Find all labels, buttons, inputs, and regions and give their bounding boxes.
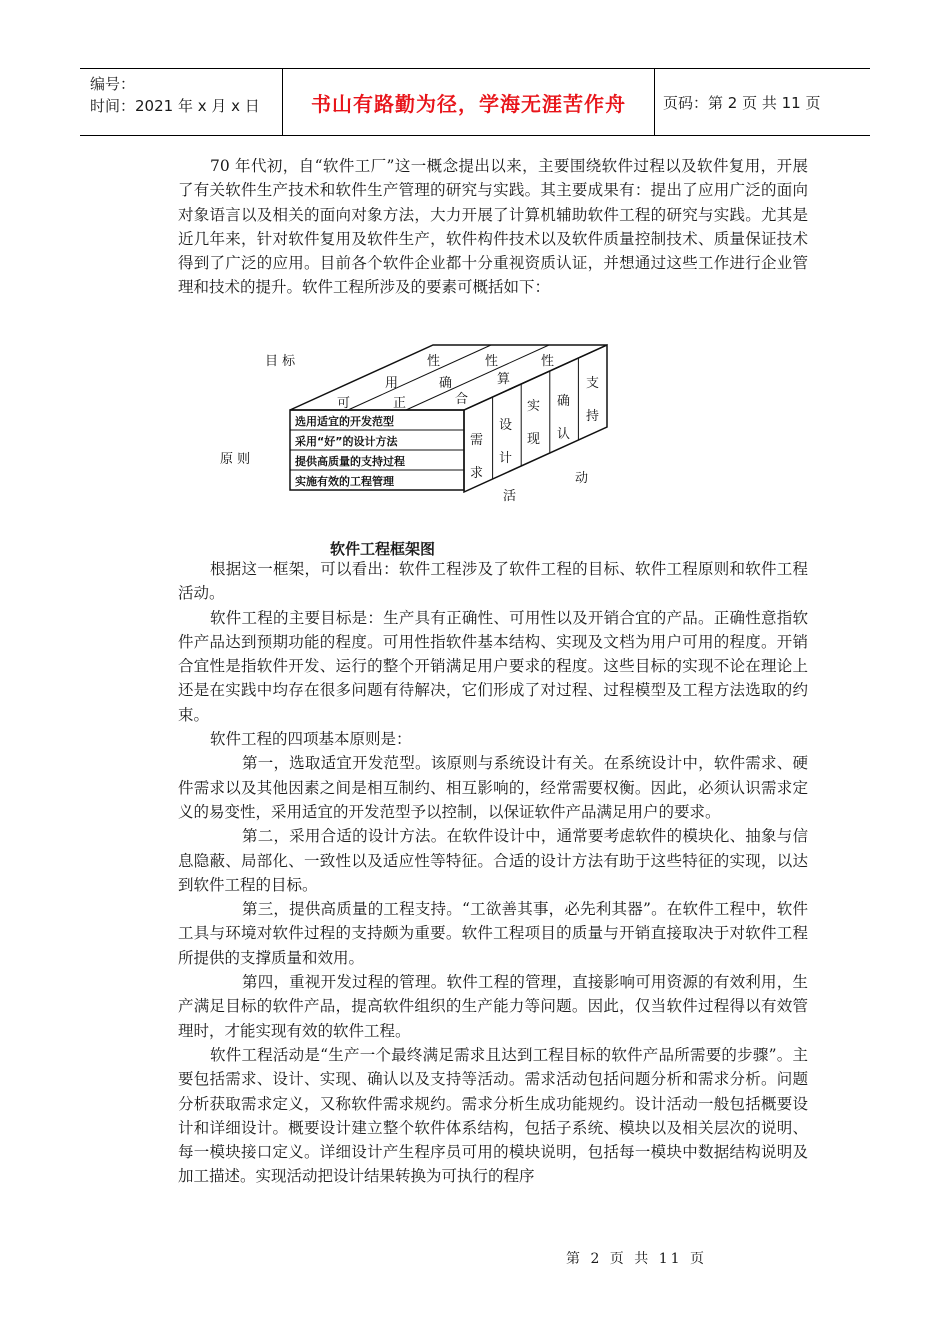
- activity-implement-2: 现: [527, 432, 541, 447]
- paragraph: 第四，重视开发过程的管理。软件工程的管理，直接影响可用资源的有效利用，生产满足目标的软件产品，提高软件组织的生产能力等问题。因此，仅当软件过程得以有效管理时，才能实现有效的软件工程。: [178, 973, 808, 1040]
- framework-diagram: [215, 337, 615, 512]
- paragraph: 软件工程的主要目标是：生产具有正确性、可用性以及开销合宜的产品。正确性意指软件产品达到预期功能的程度。可用性指软件基本结构、实现及文档为用户可用的程度。开销合宜性是指软件开发、运行的整个开销满足用户要求的程度。这些目标的实现不论在理论上还是在实践中均存在很多问题有待解决，它们形成了对过程、过程模型及工程方法选取的约束。: [178, 608, 808, 724]
- body-section: [178, 557, 808, 1189]
- header-motto: 书山有路勤为径，学海无涯苦作舟: [282, 69, 655, 135]
- principle-4: 实施有效的工程管理: [295, 475, 394, 488]
- svg-text:用: 用: [385, 376, 399, 391]
- intro-section: [178, 154, 808, 300]
- principle-1: 选用适宜的开发范型: [295, 415, 394, 428]
- header-meta: [80, 69, 282, 135]
- intro-paragraph: 70 年代初，自“软件工厂”这一概念提出以来，主要围绕软件过程以及软件复用，开展了有关软件生产技术和软件生产管理的研究与实践。其主要成果有：提出了应用广泛的面向对象语言以及相关的面向对象方法，大力开展了计算机辅助软件工程的研究与实践。尤其是近几年来，针对软件复用及软件生产，软件构件技术以及软件质量控制技术、质量保证技术得到了广泛的应用。目前各个软件企业都十分重视资质认证，并想通过这些工作进行企业管理和技术的提升。软件工程所涉及的要素可概括如下：: [178, 157, 808, 297]
- figure-caption: 软件工程框架图: [330, 540, 436, 558]
- document-number-label: 编号：: [90, 75, 136, 93]
- activity-requirements-2: 求: [470, 466, 484, 481]
- document-date-label: 时间：2021 年 x 月 x 日: [90, 97, 260, 115]
- principle-3: 提供高质量的支持过程: [295, 455, 405, 468]
- paragraph: 软件工程的四项基本原则是：: [210, 730, 412, 749]
- page-footer: 第 2 页 共 11 页: [566, 1251, 707, 1267]
- svg-text:性: 性: [485, 354, 499, 369]
- header-page-info: 页码：第 2 页 共 11 页: [663, 93, 821, 112]
- page-header: [80, 68, 870, 136]
- svg-text:性: 性: [541, 354, 555, 369]
- svg-text:算: 算: [497, 372, 511, 387]
- svg-text:合: 合: [455, 392, 469, 407]
- activity-requirements-1: 需: [470, 433, 484, 448]
- activity-support-2: 持: [586, 409, 600, 424]
- software-engineering-framework-figure: [215, 337, 615, 512]
- paragraph: 根据这一框架，可以看出：软件工程涉及了软件工程的目标、软件工程原则和软件工程活动。: [178, 560, 808, 603]
- svg-text:确: 确: [439, 376, 453, 391]
- paragraph: 软件工程活动是“生产一个最终满足需求且达到工程目标的软件产品所需要的步骤”。主要包括需求、设计、实现、确认以及支持等活动。需求活动包括问题分析和需求分析。问题分析获取需求定义，又称软件需求规约。需求分析生成功能规约。设计活动一般包括概要设计和详细设计。概要设计建立整个软件体系结构，包括子系统、模块以及相关层次的说明、每一模块接口定义。详细设计产生程序员可用的模块说明，包括每一模块中数据结构说明及加工描述。实现活动把设计结果转换为可执行的程序: [178, 1045, 808, 1186]
- activity-validate-1: 确: [557, 394, 571, 409]
- activity-support-1: 支: [586, 376, 600, 391]
- paragraph: 第二，采用合适的设计方法。在软件设计中，通常要考虑软件的模块化、抽象与信息隐蔽、局部化、一致性以及适应性等特征。合适的设计方法有助于这些特征的实现，以达到软件工程的目标。: [178, 827, 808, 894]
- activity-design-2: 计: [499, 451, 513, 466]
- svg-text:性: 性: [427, 354, 441, 369]
- svg-text:可: 可: [337, 396, 351, 411]
- principle-label: 原 则: [220, 452, 251, 467]
- paragraph: 第三，提供高质量的工程支持。“工欲善其事，必先利其器”。在软件工程中，软件工具与环境对软件过程的支持颇为重要。软件工程项目的质量与开销直接取决于对软件工程所提供的支撑质量和效用。: [178, 900, 808, 967]
- principle-2: 采用“好”的设计方法: [295, 435, 398, 448]
- goal-label: 目 标: [265, 354, 296, 369]
- activity-implement-1: 实: [527, 399, 541, 414]
- activity-label-1: 活: [503, 489, 517, 504]
- activity-label-2: 动: [575, 471, 589, 486]
- activity-validate-2: 认: [557, 427, 571, 442]
- svg-text:正: 正: [393, 396, 407, 411]
- paragraph: 第一，选取适宜开发范型。该原则与系统设计有关。在系统设计中，软件需求、硬件需求以及其他因素之间是相互制约、相互影响的，经常需要权衡。因此，必须认识需求定义的易变性，采用适宜的开发范型予以控制，以保证软件产品满足用户的要求。: [178, 754, 808, 821]
- activity-design-1: 设: [499, 418, 513, 433]
